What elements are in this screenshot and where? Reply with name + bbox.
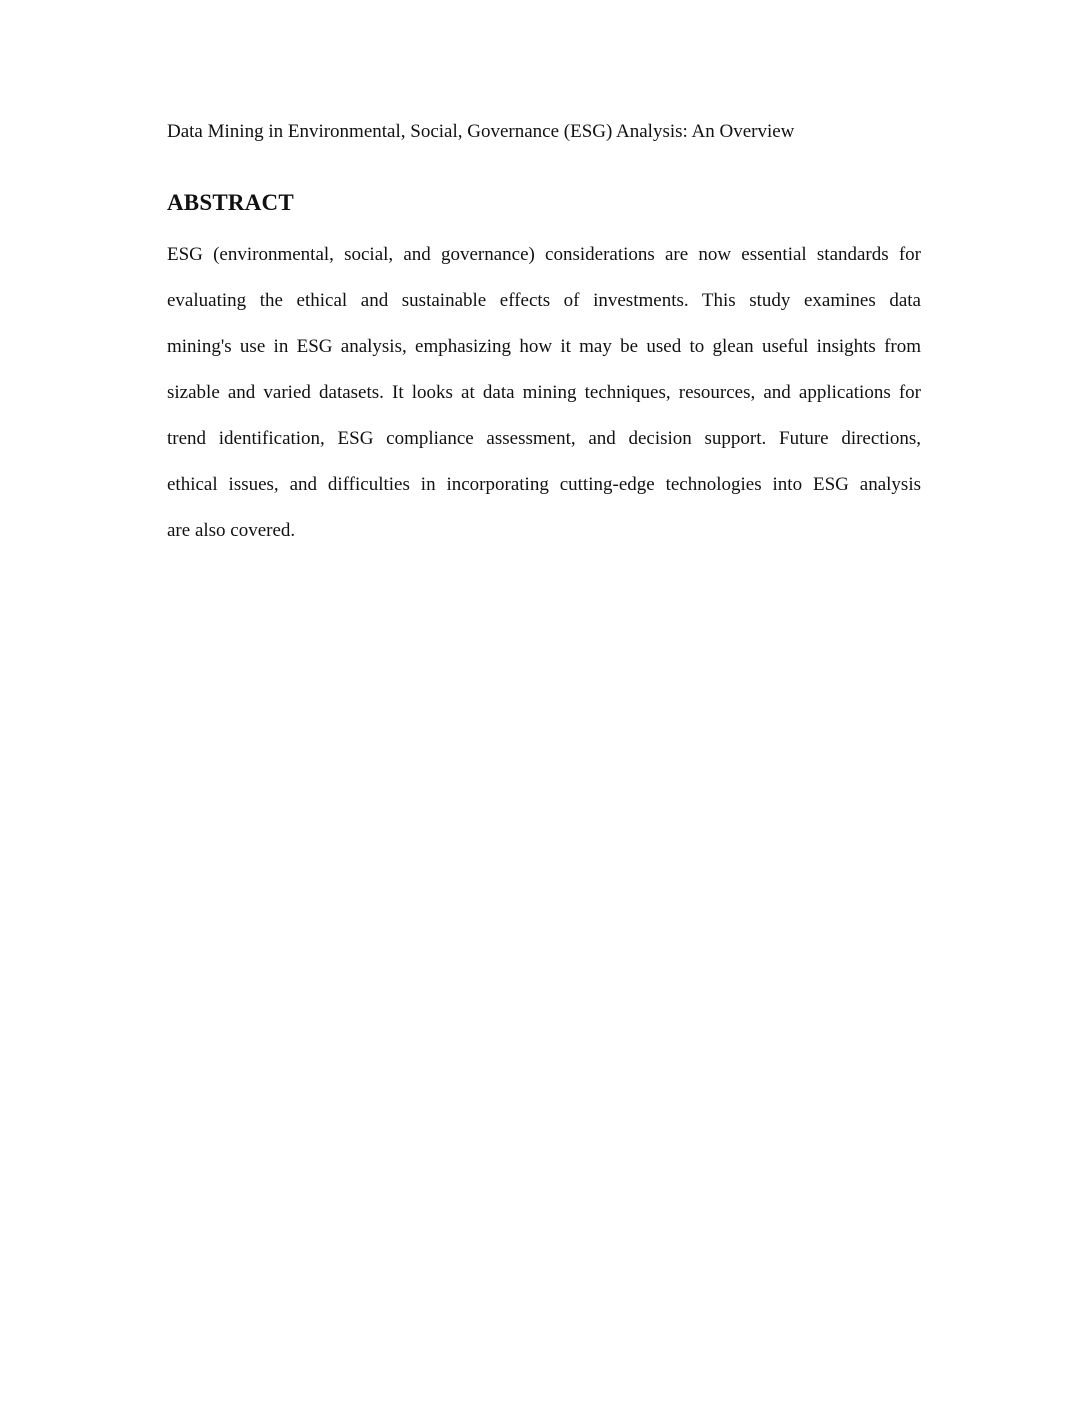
abstract-line: mining's use in ESG analysis, emphasizing how it may be used to glean useful insights from — [167, 336, 921, 357]
abstract-line: trend identification, ESG compliance assessment, and decision support. Future directions, — [167, 428, 921, 449]
abstract-line: sizable and varied datasets. It looks at data mining techniques, resources, and applications for — [167, 382, 921, 403]
abstract-body — [167, 240, 921, 562]
abstract-line: evaluating the ethical and sustainable effects of investments. This study examines data — [167, 290, 921, 311]
abstract-heading: ABSTRACT — [167, 190, 294, 215]
abstract-line: ESG (environmental, social, and governance) considerations are now essential standards for — [167, 244, 921, 265]
abstract-line: are also covered. — [167, 520, 296, 541]
paper-title: Data Mining in Environmental, Social, Governance (ESG) Analysis: An Overview — [167, 121, 795, 142]
abstract-line: ethical issues, and difficulties in incorporating cutting-edge technologies into ESG analysis — [167, 474, 921, 495]
